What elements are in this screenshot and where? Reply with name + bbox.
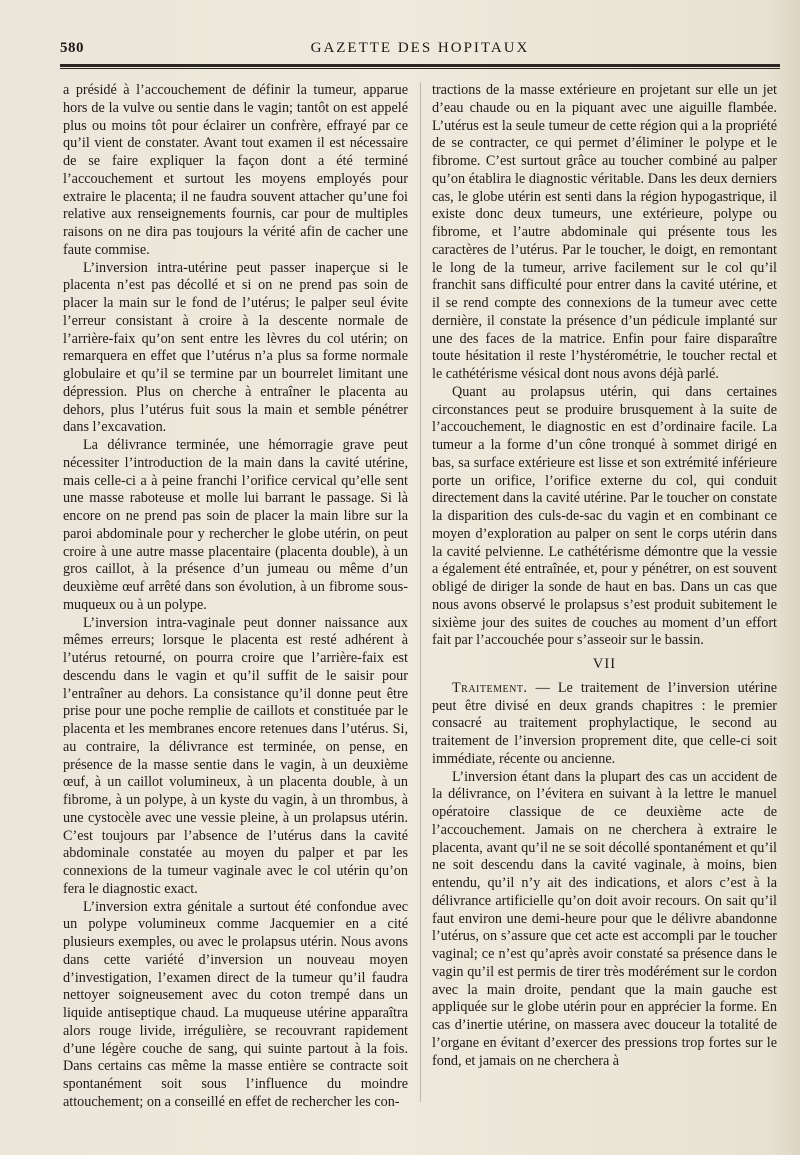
column-divider xyxy=(420,82,421,1102)
treatment-text: — Le traitement de l’inversion utérine peut être divisé en deux grands chapitres : le premier consacré au traitement prophylactique, le second au traitement de l’inversion proprement dite, que celle-ci soit immédiate, récente ou ancienne. xyxy=(432,679,777,767)
paragraph: tractions de la masse extérieure en projetant sur elle un jet d’eau chaude ou en la piquant avec une aiguille flambée. L’utérus est la seule tumeur de cette région qui a la propriété de se contracter, ce qui permet d’éliminer le polype et le fibrome. C’est surtout grâce au toucher combiné au palper qu’on établira le diagnostic véritable. Dans les deux derniers cas, le globe utérin est senti dans la région hypogastrique, il existe donc deux tumeurs, une extérieure, polype ou fibrome, et l’autre abdominale qui présente tous les caractères de l’utérus. Par le toucher, le doigt, en remontant le long de la tumeur, arrive facilement sur le col qu’il franchit sans difficulté pour entrer dans la cavité utérine, et il se rend compte des connexions de la tumeur avec cette dernière, il constate la présence d’un pédicule implanté sur une des faces de la matrice. Enfin pour faire disparaître toute hésitation il reste l’hystérométrie, le toucher rectal et le cathétérisme vésical dont nous avons déjà parlé. xyxy=(432,82,777,382)
paragraph: L’inversion intra-vaginale peut donner naissance aux mêmes erreurs; lorsque le placenta est resté adhérent à l’utérus retourné, on pourra croire que l’arrière-faix est descendu dans le vagin et qu’il suffit de le saisir pour l’entraîner au dehors. La consistance qu’il donne peut être prise pour une poche remplie de caillots et constituée par le placenta et les membranes encore retenues dans l’utérus. Si, au contraire, la délivrance est terminée, on pense, en présence de la masse sentie dans le vagin, à un deuxième œuf, à un caillot volumineux, à un placenta double, à un fibrome, à un polype, à un kyste du vagin, à un thrombus, à une cystocèle avec une vessie pleine, à un prolapsus utérin. C’est toujours par l’absence de l’utérus dans la cavité abdominale constatée au moyen du palper et par les connexions de la tumeur vaginale avec le col utérin qu’on fera le diagnostic exact. xyxy=(63,614,408,897)
paragraph: La délivrance terminée, une hémorragie grave peut nécessiter l’introduction de la main dans la cavité utérine, mais celle-ci a à peine franchi l’orifice cervical qu’elle sent une masse raboteuse et molle lui barrant le passage. Si là encore on ne prend pas soin de placer la main libre sur la paroi abdominale pour y rechercher le globe utérin, on peut croire à une autre masse placentaire (placenta double), à un gros caillot, à la présence d’un jumeau ou même d’un deuxième œuf arrêté dans son évolution, à un fibrome sous-muqueux ou à un polype. xyxy=(63,437,408,613)
section-number: VII xyxy=(592,656,617,672)
treatment-paragraph xyxy=(432,680,777,769)
paragraph: a présidé à l’accouchement de définir la tumeur, apparue hors de la vulve ou sentie dans le vagin; tantôt on est appelé plus ou moins tôt pour éclairer un confrère, effrayé par ce qu’il vient de constater. Avant tout examen il est nécessaire de se faire expliquer la façon dont a été terminé l’accouchement et surtout les moyens employés pour extraire le placenta; il ne faudra souvent attacher qu’une foi relative aux renseignements fournis, car pour de multiples raisons on ne dira pas toujours la vérité afin de cacher une faute commise. xyxy=(63,82,408,258)
page-number: 580 xyxy=(60,40,84,56)
header-rule xyxy=(60,64,780,69)
left-column xyxy=(63,82,408,1112)
page-header xyxy=(60,34,780,62)
paragraph: Quant au prolapsus utérin, qui dans certaines circonstances peut se produire brusquement à la suite de l’accouchement, le diagnostic en est d’ordinaire facile. La tumeur a la forme d’un cône tronqué à sommet dirigé en bas, sa surface extérieure est lisse et son extrémité inférieure porte un orifice, l’orifice externe du col, qui conduit directement dans la cavité utérine. Par le toucher on constate la disparition des culs-de-sac du vagin et en combinant ce moyen d’exploration au palper on sent le corps utérin dans la cavité pelvienne. Le cathétérisme démontre que la vessie a également été entraînée, et, pour y pénétrer, on est souvent obligé de diriger la sonde de haut en bas. Dans un cas que nous avons observé le prolapsus s’est produit subitement le sixième jour des suites de couches au moment d’un effort fait par l’accouchée pour s’asseoir sur le bassin. xyxy=(432,383,777,649)
paragraph: L’inversion intra-utérine peut passer inaperçue si le placenta n’est pas décollé et si on ne prend pas soin de placer la main sur le fond de l’utérus; le palper seul évite l’erreur consistant à croire à la descente normale de l’arrière-faix qu’on sent entre les lèvres du col utérin; on remarquera en effet que l’utérus n’a plus sa forme normale globulaire et qu’il se termine par un bourrelet limitant une dépression. Plus on cherche à entraîner le placenta au dehors, plus l’utérus fuit sous la main et semble pénétrer dans l’excavation. xyxy=(63,259,408,436)
paragraph: L’inversion extra génitale a surtout été confondue avec un polype volumineux comme Jacquemier en a cité plusieurs exemples, ou avec le prolapsus utérin. Nous avons dans cette variété d’inversion un nouveau moyen d’investigation, l’examen direct de la tumeur qu’il faudra nettoyer soigneusement avec du coton trempé dans un liquide antiseptique chaud. La muqueuse utérine apparaîtra alors rouge livide, irrégulière, se recouvrant rapidement d’une légère couche de sang, qui suinte partout à la fois. Dans certains cas même la masse entière se contracte soit spontanément soit sous l’influence du moindre attouchement; on a conseillé en effet de rechercher les con- xyxy=(63,898,408,1110)
right-column xyxy=(432,82,777,1070)
paragraph: L’inversion étant dans la plupart des cas un accident de la délivrance, on l’évitera en suivant à la lettre le manuel opératoire classique de ce deuxième acte de l’accouchement. Jamais on ne cherchera à extraire le placenta, avant qu’il ne se soit décollé spontanément et qu’il ne soit descendu dans la cavité vaginale, à moins, bien entendu, qu’il n’y ait des indications, et alors c’est à la délivrance artificielle qu’on doit avoir recours. On sait qu’il faut environ une demi-heure pour que le délivre abandonne l’utérus, on s’assure que cet acte est accompli par le toucher vaginal; ce n’est qu’après avoir constaté sa présence dans le vagin qu’il est permis de tirer très modérément sur le cordon avec la main droite, pendant que la main gauche est appliquée sur le globe utérin pour en apprécier la forme. En cas d’inertie utérine, on massera avec douceur la totalité de l’organe en évitant d’exercer des pressions trop fortes sur le fond, et jamais on ne cherchera à xyxy=(432,768,777,1069)
treatment-heading: Traitement. xyxy=(452,679,528,696)
journal-title: GAZETTE DES HOPITAUX xyxy=(310,40,530,56)
